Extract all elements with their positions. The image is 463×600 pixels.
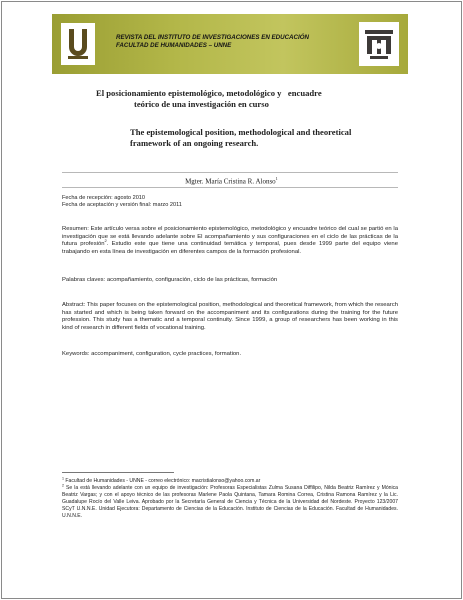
footnote-separator xyxy=(62,472,174,473)
journal-name xyxy=(116,34,309,50)
resumen-paragraph xyxy=(62,226,398,257)
author-footnote-mark: 1 xyxy=(275,176,278,181)
footnote-1 xyxy=(62,476,398,488)
footnote-2-text: Se la está llevando adelante con un equipo de investigación: Profesoras Especialistas Zulma Susana Diffilipo, Nilda Beatriz Ramírez y Mónica Beatriz Vargas; y con el apoyo técnico de las profesoras Marlene Paola Quintana, Tamara Romina Correa, Cristina Ramona Ramírez y la Lic. Guadalupe Rocío del Valle Leiva. Aprobado por la Secretaría General de Ciencia y Técnica de la Universidad del Nordeste. Proyecto 123/2007 SCyT U.N.N.E. Unidad Ejecutora: Departamento de Ciencias de la Educación. Instituto de Ciencias de la Educación. Facultad de Humanidades. U.N.N.E. xyxy=(62,484,398,519)
author-name: Mgter. María Cristina R. Alonso xyxy=(185,177,276,186)
accepted-date: Fecha de aceptación y versión final: marzo 2011 xyxy=(62,202,182,209)
abstract-keywords: Keywords: accompaniment, configuration, cycle practices, formation. xyxy=(62,351,242,357)
resumen-text: Resumen: Este artículo versa sobre el posicionamiento epistemológico, metodológico y encuadre teórico del cual se partió en la investigación que se está llevando adelante sobre El acompañamiento y sus configuraciones en el ciclo de las prácticas de la futura profesión xyxy=(62,226,398,248)
abstract-paragraph: Abstract: This paper focuses on the epistemological position, methodological and theoretical framework, from which the research has started and which is being taken forward on the accompaniment and its configurations during the training for the future profession. This study has a thematic and a temporal continuity. Since 1999, a group of researchers has been working in this kind of research in different fields of vocational training. xyxy=(62,302,398,332)
footnote-2-mark: 2 xyxy=(62,483,64,488)
title-en-line2: framework of an ongoing research. xyxy=(130,137,259,148)
article-dates xyxy=(62,195,182,210)
title-es-line2: teórico de una investigación en curso xyxy=(134,98,269,109)
author-line xyxy=(0,176,463,185)
author-rule-top xyxy=(62,172,398,173)
footnote-1-text: Facultad de Humanidades - UNNE - correo electrónico: macristialonso@yahoo.com.ar xyxy=(64,478,261,484)
resumen-text-continued: . Estudio este que tiene una continuidad temática y temporal, pues desde 1999 parte del equipo viene trabajando en esta línea de investigación en diferentes campos de la formación profesional. xyxy=(62,241,398,256)
journal-banner xyxy=(52,14,408,74)
unne-logo-icon xyxy=(61,23,95,65)
journal-name-line2: FACULTAD DE HUMANIDADES – UNNE xyxy=(116,42,232,49)
footnote-1-mark: 1 xyxy=(62,476,64,481)
received-date: Fecha de recepción: agosto 2010 xyxy=(62,195,146,201)
resumen-footnote-mark: 2 xyxy=(104,238,107,244)
journal-name-line1: REVISTA DEL INSTITUTO DE INVESTIGACIONES EN EDUCACIÓN xyxy=(116,34,309,41)
title-en-line1: The epistemological position, methodological and theoretical xyxy=(130,127,352,137)
footnote-2 xyxy=(62,485,398,520)
footnotes xyxy=(62,478,398,519)
article-title-spanish xyxy=(96,88,426,109)
palabras-claves: Palabras claves: acompañamiento, configuración, ciclo de las prácticas, formación xyxy=(62,277,278,283)
faculty-emblem-icon xyxy=(359,22,399,66)
article-title-english xyxy=(130,127,430,148)
author-rule-bottom xyxy=(62,187,398,188)
title-es-line1: El posicionamiento epistemológico, metodológico y encuadre xyxy=(96,88,322,98)
